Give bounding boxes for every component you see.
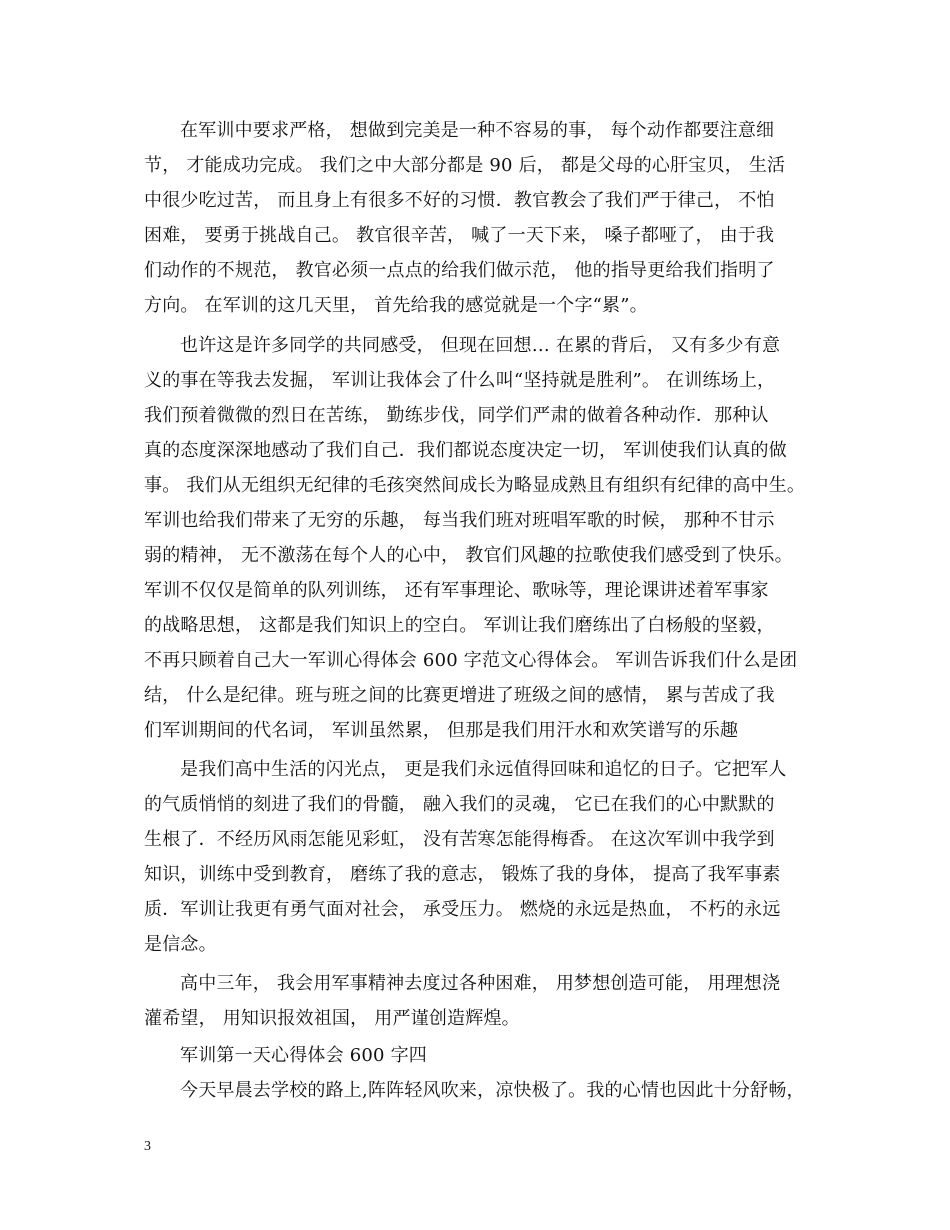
text-line: 高中三年， 我会用军事精神去度过各种困难， 用梦想创造可能， 用理想浇 (180, 973, 781, 994)
text-line: 军训第一天心得体会 600 字四 (180, 1045, 427, 1066)
text-line: 是信念。 (144, 934, 217, 955)
text-line: 事。 我们从无组织无纪律的毛孩突然间成长为略显成熟且有组织有纪律的高中生。 (144, 475, 806, 496)
text-line: 军训也给我们带来了无穷的乐趣， 每当我们班对班唱军歌的时候， 那种不甘示 (144, 510, 775, 531)
text-line: 质．军训让我更有勇气面对社会， 承受压力。 燃烧的永远是热血， 不朽的永远 (144, 899, 781, 920)
text-line: 弱的精神， 无不激荡在每个人的心中， 教官们风趣的拉歌使我们感受到了快乐。 (144, 545, 793, 566)
text-line: 在军训中要求严格， 想做到完美是一种不容易的事， 每个动作都要注意细 (180, 120, 775, 141)
text-line: 真的态度深深地感动了我们自己．我们都说态度决定一切， 军训使我们认真的做 (144, 440, 787, 461)
text-line: 生根了．不经历风雨怎能见彩虹， 没有苦寒怎能得梅香。 在这次军训中我学到 (144, 829, 775, 850)
text-line: 不再只顾着自己大一军训心得体会 600 字范文心得体会。 军训告诉我们什么是团 (144, 650, 798, 671)
text-line: 方向。 在军训的这几天里， 首先给我的感觉就是一个字“累”。 (144, 295, 648, 316)
text-line: 军训不仅仅是简单的队列训练， 还有军事理论、歌咏等，理论课讲述着军事家 (144, 580, 769, 601)
text-line: 的气质悄悄的刻进了我们的骨髓， 融入我们的灵魂， 它已在我们的心中默默的 (144, 794, 775, 815)
text-line: 是我们高中生活的闪光点， 更是我们永远值得回味和追忆的日子。它把军人 (180, 759, 787, 780)
text-line: 也许这是许多同学的共同感受， 但现在回想… 在累的背后， 又有多少有意 (180, 335, 781, 356)
text-line: 今天早晨去学校的路上,阵阵轻风吹来，凉快极了。我的心情也因此十分舒畅， (180, 1080, 805, 1101)
text-line: 义的事在等我去发掘， 军训让我体会了什么叫“坚持就是胜利”。 在训练场上， (144, 370, 776, 391)
text-line: 困难， 要勇于挑战自己。 教官很辛苦， 喊了一天下来， 嗓子都哑了， 由于我 (144, 225, 775, 246)
text-line: 结， 什么是纪律。班与班之间的比赛更增进了班级之间的感情， 累与苦成了我 (144, 685, 775, 706)
text-line: 们动作的不规范， 教官必须一点点的给我们做示范， 他的指导更给我们指明了 (144, 260, 775, 281)
text-line: 知识，训练中受到教育， 磨练了我的意志， 锻炼了我的身体， 提高了我军事素 (144, 864, 781, 885)
text-line: 灌希望， 用知识报效祖国， 用严谨创造辉煌。 (144, 1008, 520, 1029)
text-line: 我们预着微微的烈日在苦练， 勤练步伐，同学们严肃的做着各种动作．那种认 (144, 405, 769, 426)
text-line: 中很少吃过苦， 而且身上有很多不好的习惯．教官教会了我们严于律己， 不怕 (144, 190, 775, 211)
text-line: 们军训期间的代名词， 军训虽然累， 但那是我们用汗水和欢笑谱写的乐趣 (144, 720, 739, 741)
page-number: 3 (144, 1139, 151, 1154)
text-line: 的战略思想， 这都是我们知识上的空白。 军训让我们磨练出了白杨般的坚毅， (144, 615, 775, 636)
text-line: 节， 才能成功完成。 我们之中大部分都是 90 后， 都是父母的心肝宝贝， 生活 (144, 155, 786, 176)
